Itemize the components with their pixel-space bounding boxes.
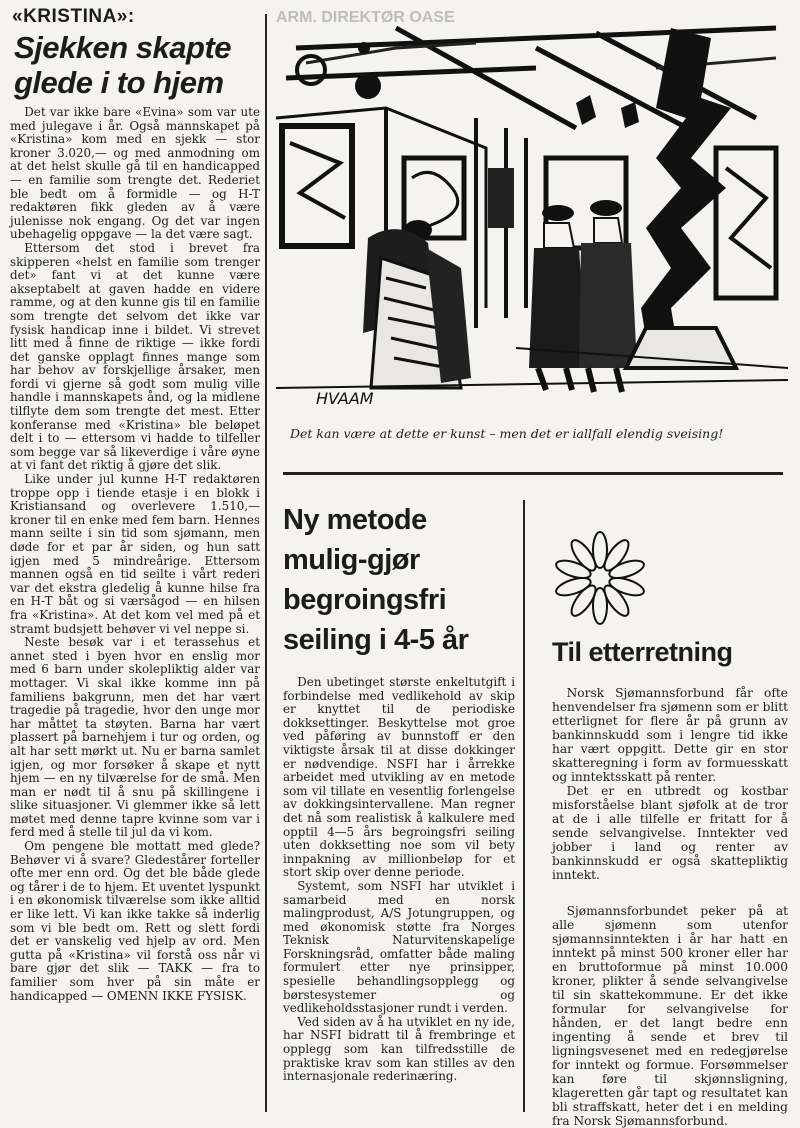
article-body [10,106,260,1003]
cartoon-illustration [276,8,788,418]
section-divider [283,472,783,475]
headline-line: seiling i 4-5 år [283,624,469,656]
faded-top-text: ARM. DIREKTØR OASE [276,9,455,26]
left-article [10,6,260,1111]
mid-article [283,500,515,1110]
paragraph: Det var ikke bare «Evina» som var ute med julegave i år. Også mannskapet på «Kristina» kom med en sjekk — stor kroner 3.020,— og med anmodning om at det helst skulle gå til en handicapped — en familie som trengte det. Rederiet ble bedt om å formidle — og H-T redaktøren fikk gleden av å være julenisse nok engang. Og det var ingen ubehagelig oppgave — la det være sagt. [10,105,260,242]
artist-signature: HVAAM [316,389,374,408]
paragraph: Systemt, som NSFI har utviklet i samarbeid med en norsk malingprodust, A/S Jotungruppen, og med økonomisk støtte fra Norges Teknisk Naturvitenskapelige Forskningsråd, omfatter både maling formulert etter nye prinsipper, spesielle behandlingsopplegg og børstesystemer og vedlikeholdsstasjoner rundt i verden. [283,878,515,1016]
article-headline [283,500,515,660]
article-body [283,676,515,1084]
flower-ornament-icon [552,530,648,626]
article-headline: Til etterretning [552,637,733,667]
paragraph: Den ubetinget største enkeltutgift i forbindelse med vedlikehold av skip er knyttet til de periodiske dokksettinger. Beskyttelse mot groe ved påføring av bunnstoff er den viktigste årsak til at disse dokkinger er nødvendige. NSFI har i årrekke arbeidet med utvikling av en metode som vil tillate en vesentlig forlengelse av dokkingsintervallene. Man regner det nå som realistisk å kalkulere med opptil 4—5 års begroingsfri seiling uten dokksetting noe som vil bety innpakning av millionbeløp for et stort skip over denne periode. [283,675,515,880]
paragraph: Ettersom det stod i brevet fra skipperen «helst en familie som trenger det» fant vi at det kunne være akseptabelt at gaven hadde en videre ramme, og at den kunne gis til en familie som trengte det selvom det ikke var fysisk handicap inne i bildet. Vi strevet litt med å finne de riktige — ikke fordi det ganske opplagt finnes mange som har behov av forskjellige årsaker, men fordi vi gjerne så godt som mulig ville handle i mannskapets ånd, og la midlene tilflyte dem som trengte det mest. Etter konferanse med «Kristina» ble beløpet delt i to — ettersom vi hadde to tilfeller som begge var så likeverdige i våre øyne at vi fant det riktig å gjøre det slik. [10,240,260,473]
cartoon-caption: Det kan være at dette er kunst – men det er iallfall elendig sveising! [290,426,724,441]
article-headline: Sjekken skapte glede i to hjem [14,30,232,100]
article-kicker: «KRISTINA»: [12,6,135,27]
paragraph: Like under jul kunne H-T redaktøren troppe opp i tiende etasje i en blokk i Kristiansand og overlevere 1.510,— kroner til en enke med fem barn. Hennes mann seilte i sin tid som sjømann, men døde for et par år siden, og hun satt igjen med 5 mindreårige. Ettersom mannen også en tid seilte i vårt rederi var det ekstra gledelig å kunne hilse fra en H-T båt og si værsågod — en hilsen fra «Kristina». At det kom vel med på et stramt budsjett behøver vi vel neppe si. [10,472,260,636]
paragraph: Norsk Sjømannsforbund får ofte henvendelser fra sjømenn som er blitt etterlignet for flere år på grunn av bankinnskudd som i lengre tid ikke har vært oppgitt. Dette gir en stor skatteregning i form av formuesskatt og inntektsskatt på renter. [552,686,788,784]
gallery-scene-drawing [276,8,788,418]
paragraph: Neste besøk var i et terassehus et annet sted i byen hvor en enslig mor med 6 barn under skolepliktig alder var mottager. Vi skal ikke komme inn på familiens bakgrunn, men det har vært tragedie på tragedie, hvor den unge mor har måttet ta støyten. Barna har vært plassert på barnehjem i tur og orden, og alt har sett mørkt ut. Nu er barna samlet igjen, og mor forsøker å skape et nytt hjem — en ny tilværelse for de små. Men man er nødt til å snu på skillingene i slike situasjoner. Vi glemmer ikke så lett møtet med denne tapre kvinne som var i ferd med å stelle til jul da vi kom. [10,635,260,840]
right-article [552,530,788,1128]
headline-line: mulig-gjør [283,544,420,576]
paragraph: Sjømannsforbundet peker på at alle sjømenn som utenfor sjømannsinntekten i år har hatt en inntekt på minst 500 kroner eller har en bruttoformue på minst 10.000 kroner, plikter å sende selvangivelse til sin skattekommune. Er det ikke formular for selvangivelse for hånden, er det langt bedre enn ingenting å sende et brev til ligningsvesenet med en redegjørelse for inntekt og formue. Forsømmelser kan føre til skjønnsligning, klageretten går tapt og resultatet kan bli straffskatt, heter det i en melding fra Norsk Sjømannsforbund. [552,904,788,1128]
column-divider [265,14,267,1112]
column-divider [523,500,525,1112]
paragraph: Om pengene ble mottatt med glede? Behøver vi å svare? Gledestårer forteller ofte mer enn ord. Og det ble både glede og tårer i de to hjem. Et uventet lyspunkt i en økonomisk tilværelse som ikke alltid er like lett. Vi kan ikke takke så inderlig som vi ble bedt om. Rett og slett fordi det er vanskelig ved hjelp av ord. Men gutta på «Kristina» vil forstå oss når vi bare gjør det slik — TAKK — fra to familier som hver på sin måte er handicapped — OMENN IKKE FYSISK. [10,839,260,1003]
headline-line: begroingsfri [283,584,447,616]
headline-line: Ny metode [283,504,427,536]
paragraph: Det er en utbredt og kostbar misforståelse blant sjøfolk at de tror at de i alle tilfelle er fritatt for å sende selvangivelse. Inntekter ved jobber i land og renter av bankinnskudd er også skattepliktig inntekt. [552,784,788,882]
article-body [552,686,788,1128]
paragraph: Ved siden av å ha utviklet en ny ide, har NSFI bidratt til å frembringe et opplegg som kan tilfredsstille de praktiske krav som kan stilles av den internasjonale rederinæring. [283,1014,515,1084]
